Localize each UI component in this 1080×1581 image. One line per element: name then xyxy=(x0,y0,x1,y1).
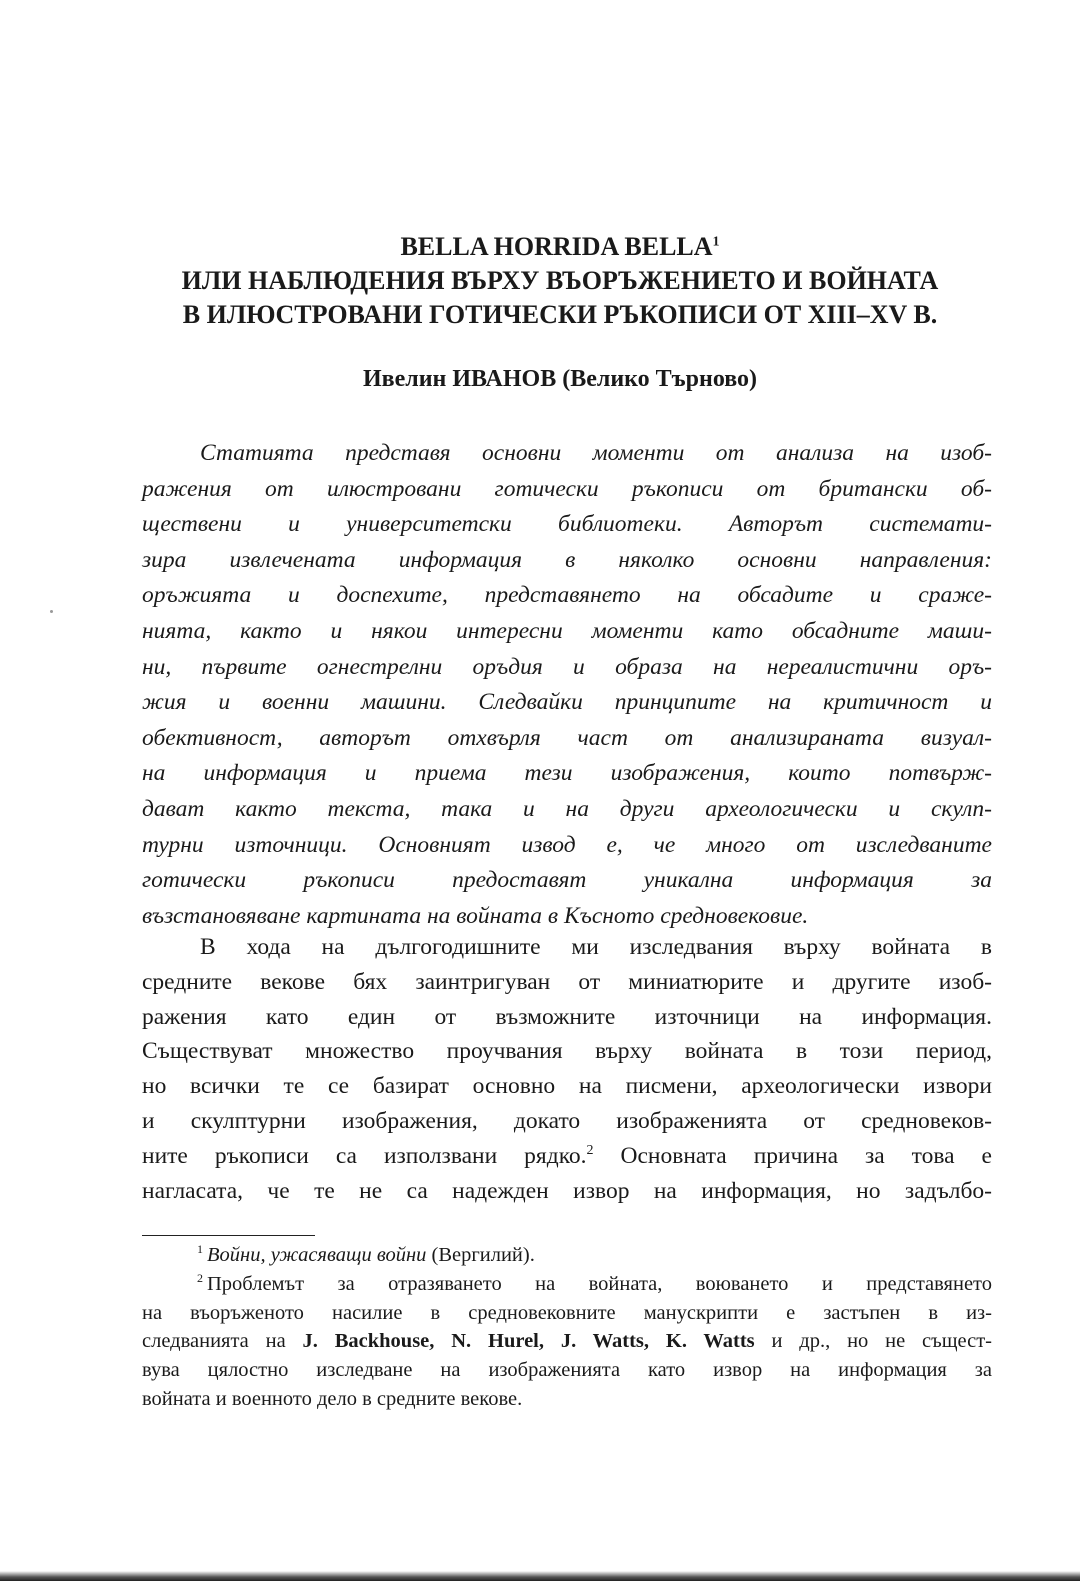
body-line: и скулптурни изображения, докато изображенията от средновеков- xyxy=(142,1107,992,1134)
body-line: нагласата, че те не са надежден извор на информация, но задълбо- xyxy=(142,1177,992,1204)
abstract-line: готически ръкописи предоставят уникална информация за xyxy=(142,867,992,894)
abstract-line: дават както текста, така и на други археологически и скулп- xyxy=(142,795,992,822)
footnote-2-line: $^2$ Проблемът за отразяването на войната, воюването и представянето xyxy=(197,1270,992,1295)
abstract-line: ни, първите огнестрелни оръдия и образа на нереалистични оръ- xyxy=(142,653,992,680)
body-line: средните векове бях заинтригуван от миниатюрите и другите изоб- xyxy=(142,968,992,995)
body-line: ните ръкописи са използвани рядко.$^2$ Основната причина за това е xyxy=(142,1142,992,1169)
abstract-line: оръжията и доспехите, представянето на обсадите и сраже- xyxy=(142,582,992,609)
title-line-2: ИЛИ НАБЛЮДЕНИЯ ВЪРХУ ВЪОРЪЖЕНИЕТО И ВОЙНАТА xyxy=(181,266,939,295)
abstract-line: възстановяване картината на войната в Късното средновековие. xyxy=(142,902,809,929)
body-line: но всички те се базират основно на писмени, археологически извори xyxy=(142,1073,992,1100)
body-line: ражения като един от възможните източници на информация. xyxy=(142,1003,992,1030)
footnote-1-mark: 1 xyxy=(197,1242,203,1257)
body-line: Съществуват множество проучвания върху войната в този период, xyxy=(142,1038,992,1065)
abstract-line: нията, както и някои интересни моменти като обсадните маши- xyxy=(142,617,992,644)
abstract-line: обективност, авторът отхвърля част от анализираната визуал- xyxy=(142,724,992,751)
abstract-line: Статията представя основни моменти от анализа на изоб- xyxy=(200,440,992,466)
footnote-2-mark: 2 xyxy=(197,1270,203,1285)
abstract xyxy=(142,436,992,934)
abstract-line: ществени и университетски библиотеки. Авторът системати- xyxy=(142,511,992,538)
cited-authors: J. Backhouse, N. Hurel, J. Watts, K. Watts xyxy=(302,1330,755,1353)
article-title xyxy=(130,230,990,332)
body-line: В хода на дългогодишните ми изследвания върху войната в xyxy=(200,934,992,960)
title-footnote-ref[interactable]: 1 xyxy=(712,234,720,250)
body-paragraph xyxy=(142,930,992,1208)
abstract-line: жия и военни машини. Следвайки принципите на критичност и xyxy=(142,689,992,716)
title-line-3: В ИЛЮСТРОВАНИ ГОТИЧЕСКИ РЪКОПИСИ ОТ XIII–XV В. xyxy=(182,300,938,329)
scan-page-edge xyxy=(0,1571,1080,1581)
footnote-2-line: на въоръженото насилие в средновековните манускрипти е застъпен в из- xyxy=(142,1301,992,1324)
footnotes xyxy=(142,1241,992,1414)
scan-speck xyxy=(50,610,53,613)
footnote-separator xyxy=(142,1235,315,1236)
footnote-2-line: вува цялостно изследване на изображенията като извор на информация за xyxy=(142,1359,992,1382)
title-line-1: BELLA HORRIDA BELLA$^1$ xyxy=(400,232,720,261)
abstract-line: турни източници. Основният извод е, че много от изследваните xyxy=(142,831,992,858)
abstract-line: зира извлечената информация в няколко основни направления: xyxy=(142,546,992,573)
footnote-2-line: войната и военното дело в средните векове. xyxy=(142,1387,523,1410)
footnote-1: $^1$ Войни, ужасяващи войни (Вергилий). xyxy=(197,1242,535,1266)
abstract-line: ражения от илюстровани готически ръкописи от британски об- xyxy=(142,475,992,502)
body-footnote-ref[interactable]: 2 xyxy=(586,1142,594,1158)
abstract-line: на информация и приема тези изображения, които потвърж- xyxy=(142,760,992,787)
author-line: Ивелин ИВАНОВ (Велико Търново) xyxy=(362,366,758,392)
footnote-2-line: следванията на J. Backhouse, N. Hurel, J. Watts, K. Watts и др., но не същест- xyxy=(142,1330,993,1353)
